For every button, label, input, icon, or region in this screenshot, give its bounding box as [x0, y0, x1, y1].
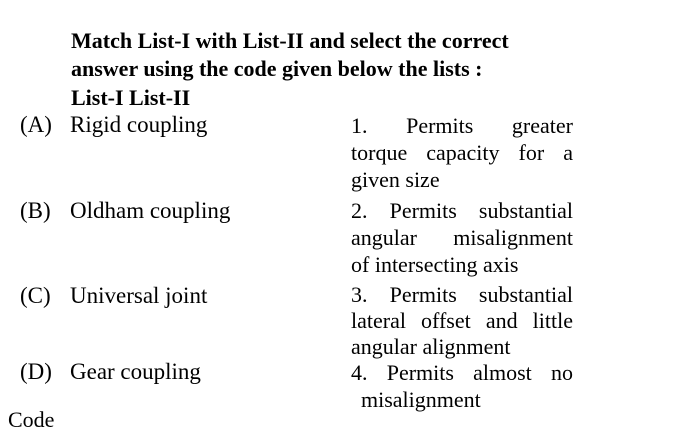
list2-item-4-line: 4. Permits almost no [351, 360, 573, 385]
question-line-2: answer using the code given below the lists : [71, 56, 483, 81]
list2-item-1-line: 1. Permits greater [351, 113, 573, 138]
list2-item-1-line: torque capacity for a [351, 140, 573, 165]
list2-item-4-line: misalignment [361, 387, 481, 412]
list1-letter-a: (A) [20, 112, 52, 137]
list1-letter-c: (C) [20, 283, 51, 308]
list1-letter-d: (D) [20, 359, 52, 384]
list1-item-d: Gear coupling [70, 359, 201, 384]
list2-item-2-line: angular misalignment [351, 225, 573, 250]
list2-item-2-line: 2. Permits substantial [351, 198, 573, 223]
list2-item-1 [351, 112, 573, 193]
list1-item-a: Rigid coupling [70, 112, 208, 137]
list2-item-2 [351, 197, 573, 278]
list1-item-b: Oldham coupling [70, 198, 231, 223]
list2-item-3-line: lateral offset and little [351, 308, 573, 333]
list2-item-3-line: 3. Permits substantial [351, 282, 573, 307]
list-headers: List-I List-II [71, 85, 191, 110]
question-line-1: Match List-I with List-II and select the correct [71, 28, 509, 53]
list2-item-3 [351, 282, 573, 360]
list2-item-1-line: given size [351, 167, 440, 192]
list2-item-2-line: of intersecting axis [351, 252, 519, 277]
footer-fragment: Code [8, 407, 55, 432]
list1-item-c: Universal joint [70, 283, 208, 308]
list2-item-3-line: angular alignment [351, 334, 511, 359]
list2-item-4 [351, 359, 573, 413]
list1-letter-b: (B) [20, 198, 51, 223]
